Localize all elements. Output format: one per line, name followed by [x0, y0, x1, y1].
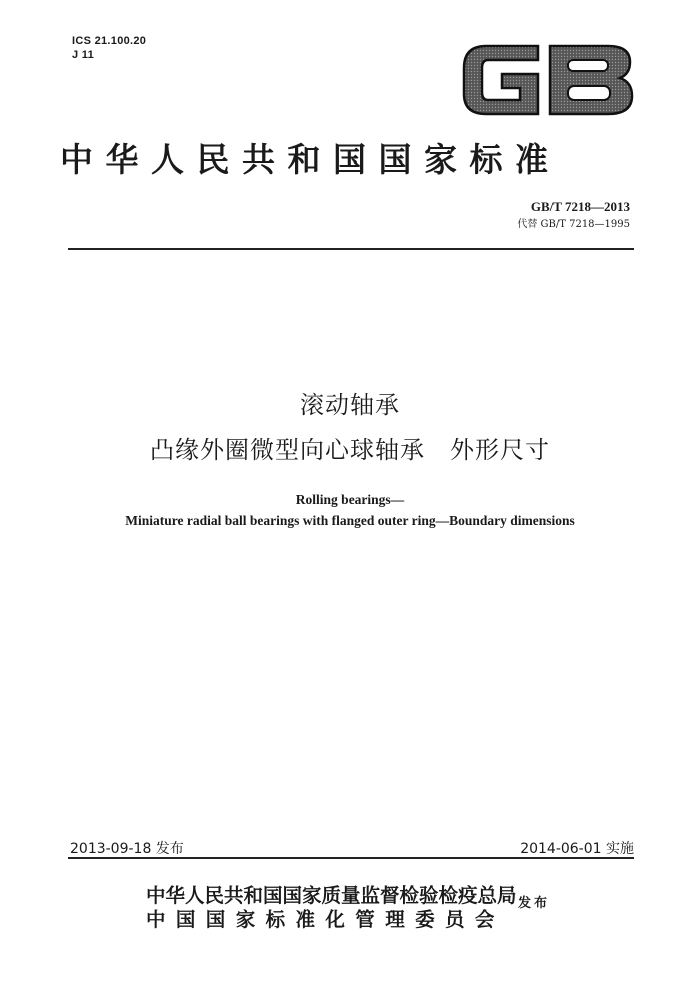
ics-code: ICS 21.100.20: [72, 35, 147, 47]
chinese-title-line2: 凸缘外圈微型向心球轴承 外形尺寸: [150, 436, 550, 464]
publish-label: 发布: [518, 896, 551, 911]
replaces-code: 代替 GB/T 7218—1995: [517, 219, 630, 230]
issuer-sac: 中国国家标准化管理委员会: [146, 908, 505, 931]
standard-title: 中华人民共和国国家标准: [60, 140, 561, 179]
issue-date: 2013-09-18 发布: [70, 841, 184, 857]
issuer-aqsiq: 中华人民共和国国家质量监督检验检疫总局: [146, 884, 517, 907]
english-title-line1: Rolling bearings—: [295, 492, 405, 507]
standard-code: GB/T 7218—2013: [530, 199, 630, 214]
gb-logo: [458, 40, 638, 120]
ccs-code: J 11: [72, 49, 95, 61]
chinese-title-line1: 滚动轴承: [300, 391, 400, 419]
top-rule: [68, 248, 634, 250]
ics-code-block: [72, 34, 146, 62]
english-title-line2: Miniature radial ball bearings with flanged outer ring—Boundary dimensions: [125, 513, 575, 528]
implementation-date: 2014-06-01 实施: [520, 841, 634, 857]
bottom-rule: [68, 857, 634, 859]
